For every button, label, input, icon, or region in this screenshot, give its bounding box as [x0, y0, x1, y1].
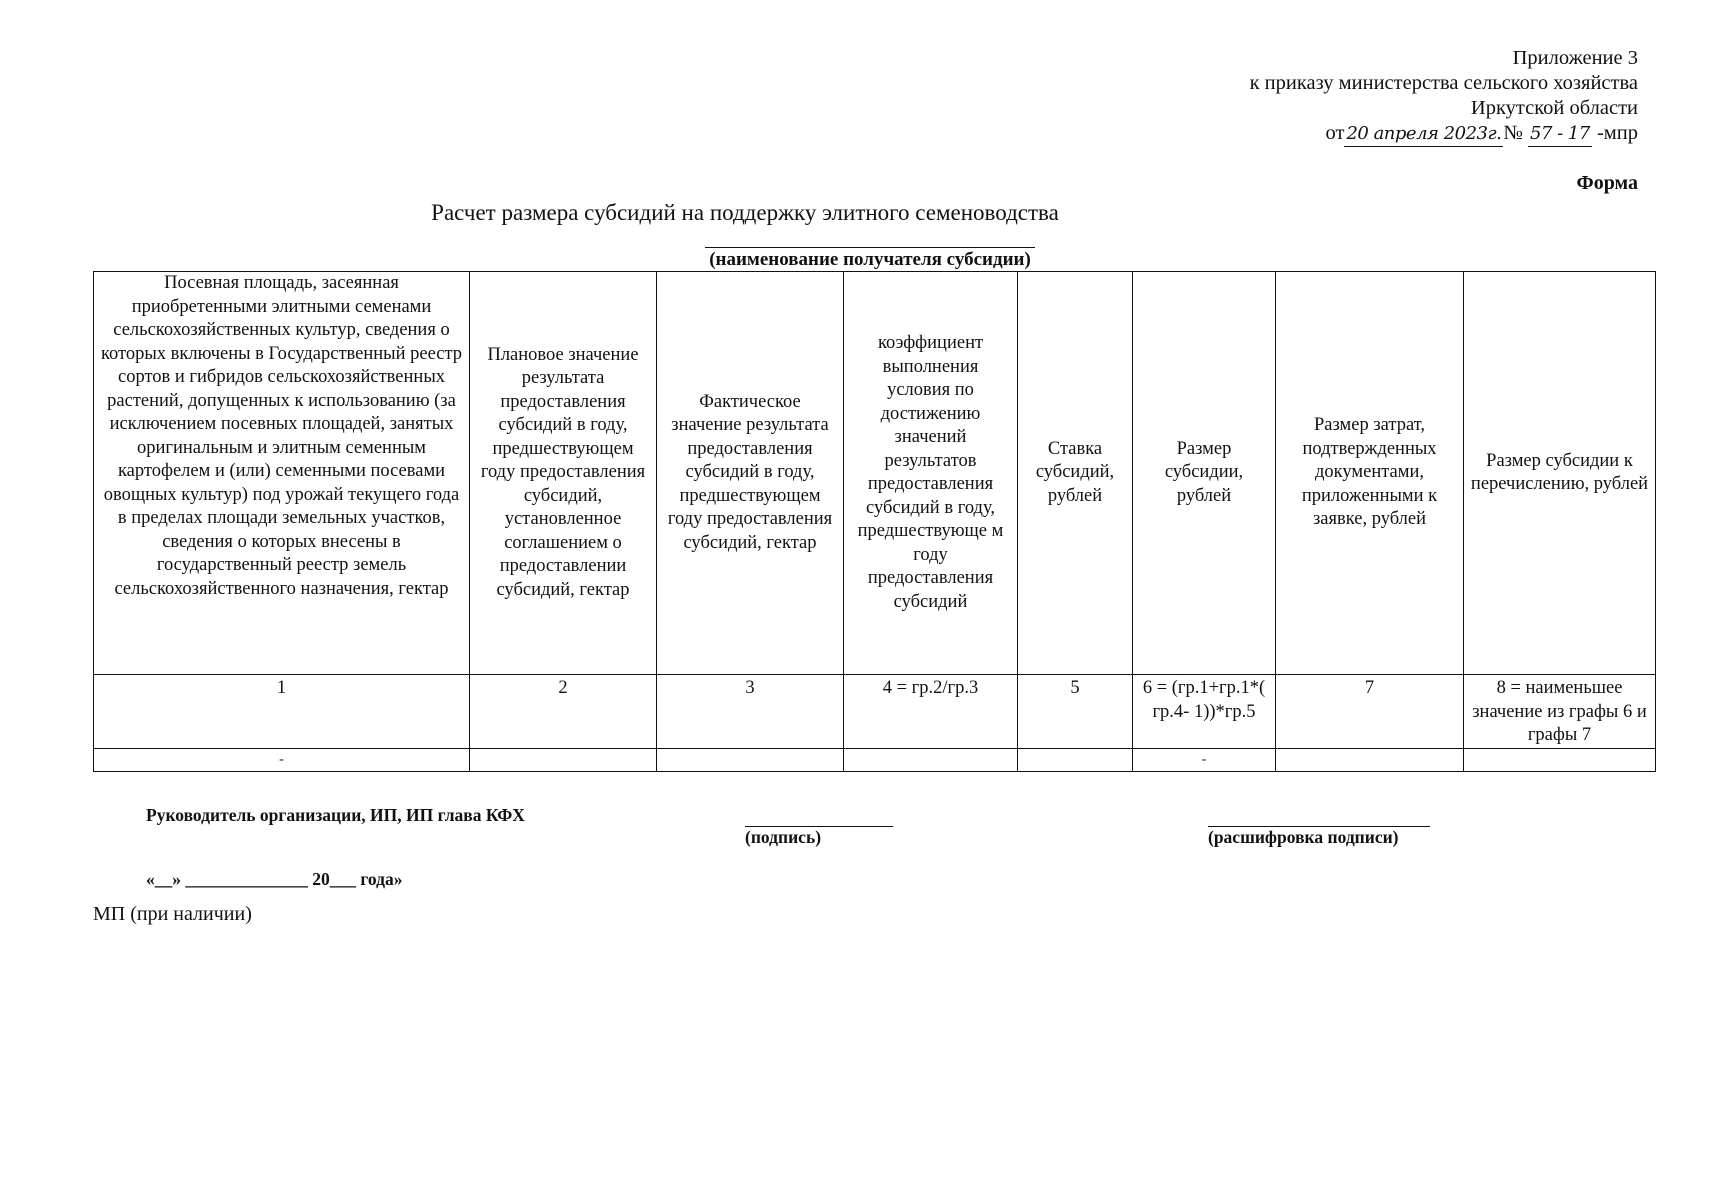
- order-prefix: от: [1325, 122, 1345, 144]
- header-cell-3: Фактическое значение результата предоставления субсидий в году, предшествующем году предоставления субсидий, гектар: [657, 272, 844, 675]
- order-suffix: -мпр: [1596, 122, 1638, 144]
- data-cell-4[interactable]: [844, 748, 1018, 771]
- data-cell-5[interactable]: [1018, 748, 1133, 771]
- recipient-caption: (наименование получателя субсидии): [709, 249, 1031, 270]
- data-cell-6[interactable]: -: [1133, 748, 1276, 771]
- data-cell-1[interactable]: -: [94, 748, 470, 771]
- data-cell-8[interactable]: [1464, 748, 1656, 771]
- header-cell-1: Посевная площадь, засеянная приобретенными элитными семенами сельскохозяйственных культур, сведения о которых включены в Государственный реестр сортов и гибридов сельскохозяйственных растений, допущенных к использованию (за исключением посевных площадей, занятых оригинальным и элитным семенным картофелем и (или) семенными посевами овощных культур) под урожай текущего года в пределах площади земельных участков, сведения о которых внесены в государственный реестр земель сельскохозяйственного назначения, гектар: [94, 272, 470, 675]
- column-number-7: 7: [1276, 675, 1464, 749]
- header-cell-2: Плановое значение результата предоставления субсидий в году, предшествующем году предоставления субсидий, установленное соглашением о предоставлении субсидий, гектар: [470, 272, 657, 675]
- subsidy-calculation-table: [93, 271, 1656, 772]
- header-cell-7: Размер затрат, подтвержденных документами, приложенными к заявке, рублей: [1276, 272, 1464, 675]
- column-number-row: [94, 675, 1656, 749]
- stamp-placeholder: МП (при наличии): [93, 903, 252, 925]
- appendix-line-1: Приложение 3: [1512, 47, 1638, 69]
- form-label: Форма: [1576, 172, 1638, 194]
- order-date-handwritten: 20 апреля 2023г.: [1344, 121, 1503, 147]
- column-number-6: 6 = (гр.1+гр.1*( гр.4- 1))*гр.5: [1133, 675, 1276, 749]
- order-number-handwritten: 57 - 17: [1528, 121, 1592, 147]
- data-cell-2[interactable]: [470, 748, 657, 771]
- appendix-line-2: к приказу министерства сельского хозяйства: [1249, 72, 1638, 94]
- column-number-1: 1: [94, 675, 470, 749]
- order-reference: [1250, 121, 1638, 147]
- column-number-2: 2: [470, 675, 657, 749]
- header-cell-6: Размер субсидии, рублей: [1133, 272, 1276, 675]
- data-row: [94, 748, 1656, 771]
- column-number-5: 5: [1018, 675, 1133, 749]
- order-number-prefix: №: [1503, 122, 1523, 144]
- data-cell-7[interactable]: [1276, 748, 1464, 771]
- appendix-block: [1250, 46, 1638, 147]
- header-row: [94, 272, 1656, 675]
- document-title: Расчет размера субсидий на поддержку элитного семеноводства: [431, 200, 1059, 225]
- column-number-3: 3: [657, 675, 844, 749]
- signer-label: Руководитель организации, ИП, ИП глава КФХ: [146, 805, 525, 825]
- header-cell-4: коэффициент выполнения условия по достижению значений результатов предоставления субсидий в году, предшествующе м году предоставления субсидий: [844, 272, 1018, 675]
- header-cell-5: Ставка субсидий, рублей: [1018, 272, 1133, 675]
- header-cell-8: Размер субсидии к перечислению, рублей: [1464, 272, 1656, 675]
- recipient-blank-line: [705, 247, 1035, 248]
- data-cell-3[interactable]: [657, 748, 844, 771]
- column-number-8: 8 = наименьшее значение из графы 6 и графы 7: [1464, 675, 1656, 749]
- appendix-line-3: Иркутской области: [1470, 97, 1638, 119]
- signature-decipher-caption: (расшифровка подписи): [1208, 827, 1399, 847]
- signature-caption: (подпись): [745, 827, 822, 847]
- column-number-4: 4 = гр.2/гр.3: [844, 675, 1018, 749]
- date-line: «__» ______________ 20___ года»: [146, 869, 403, 889]
